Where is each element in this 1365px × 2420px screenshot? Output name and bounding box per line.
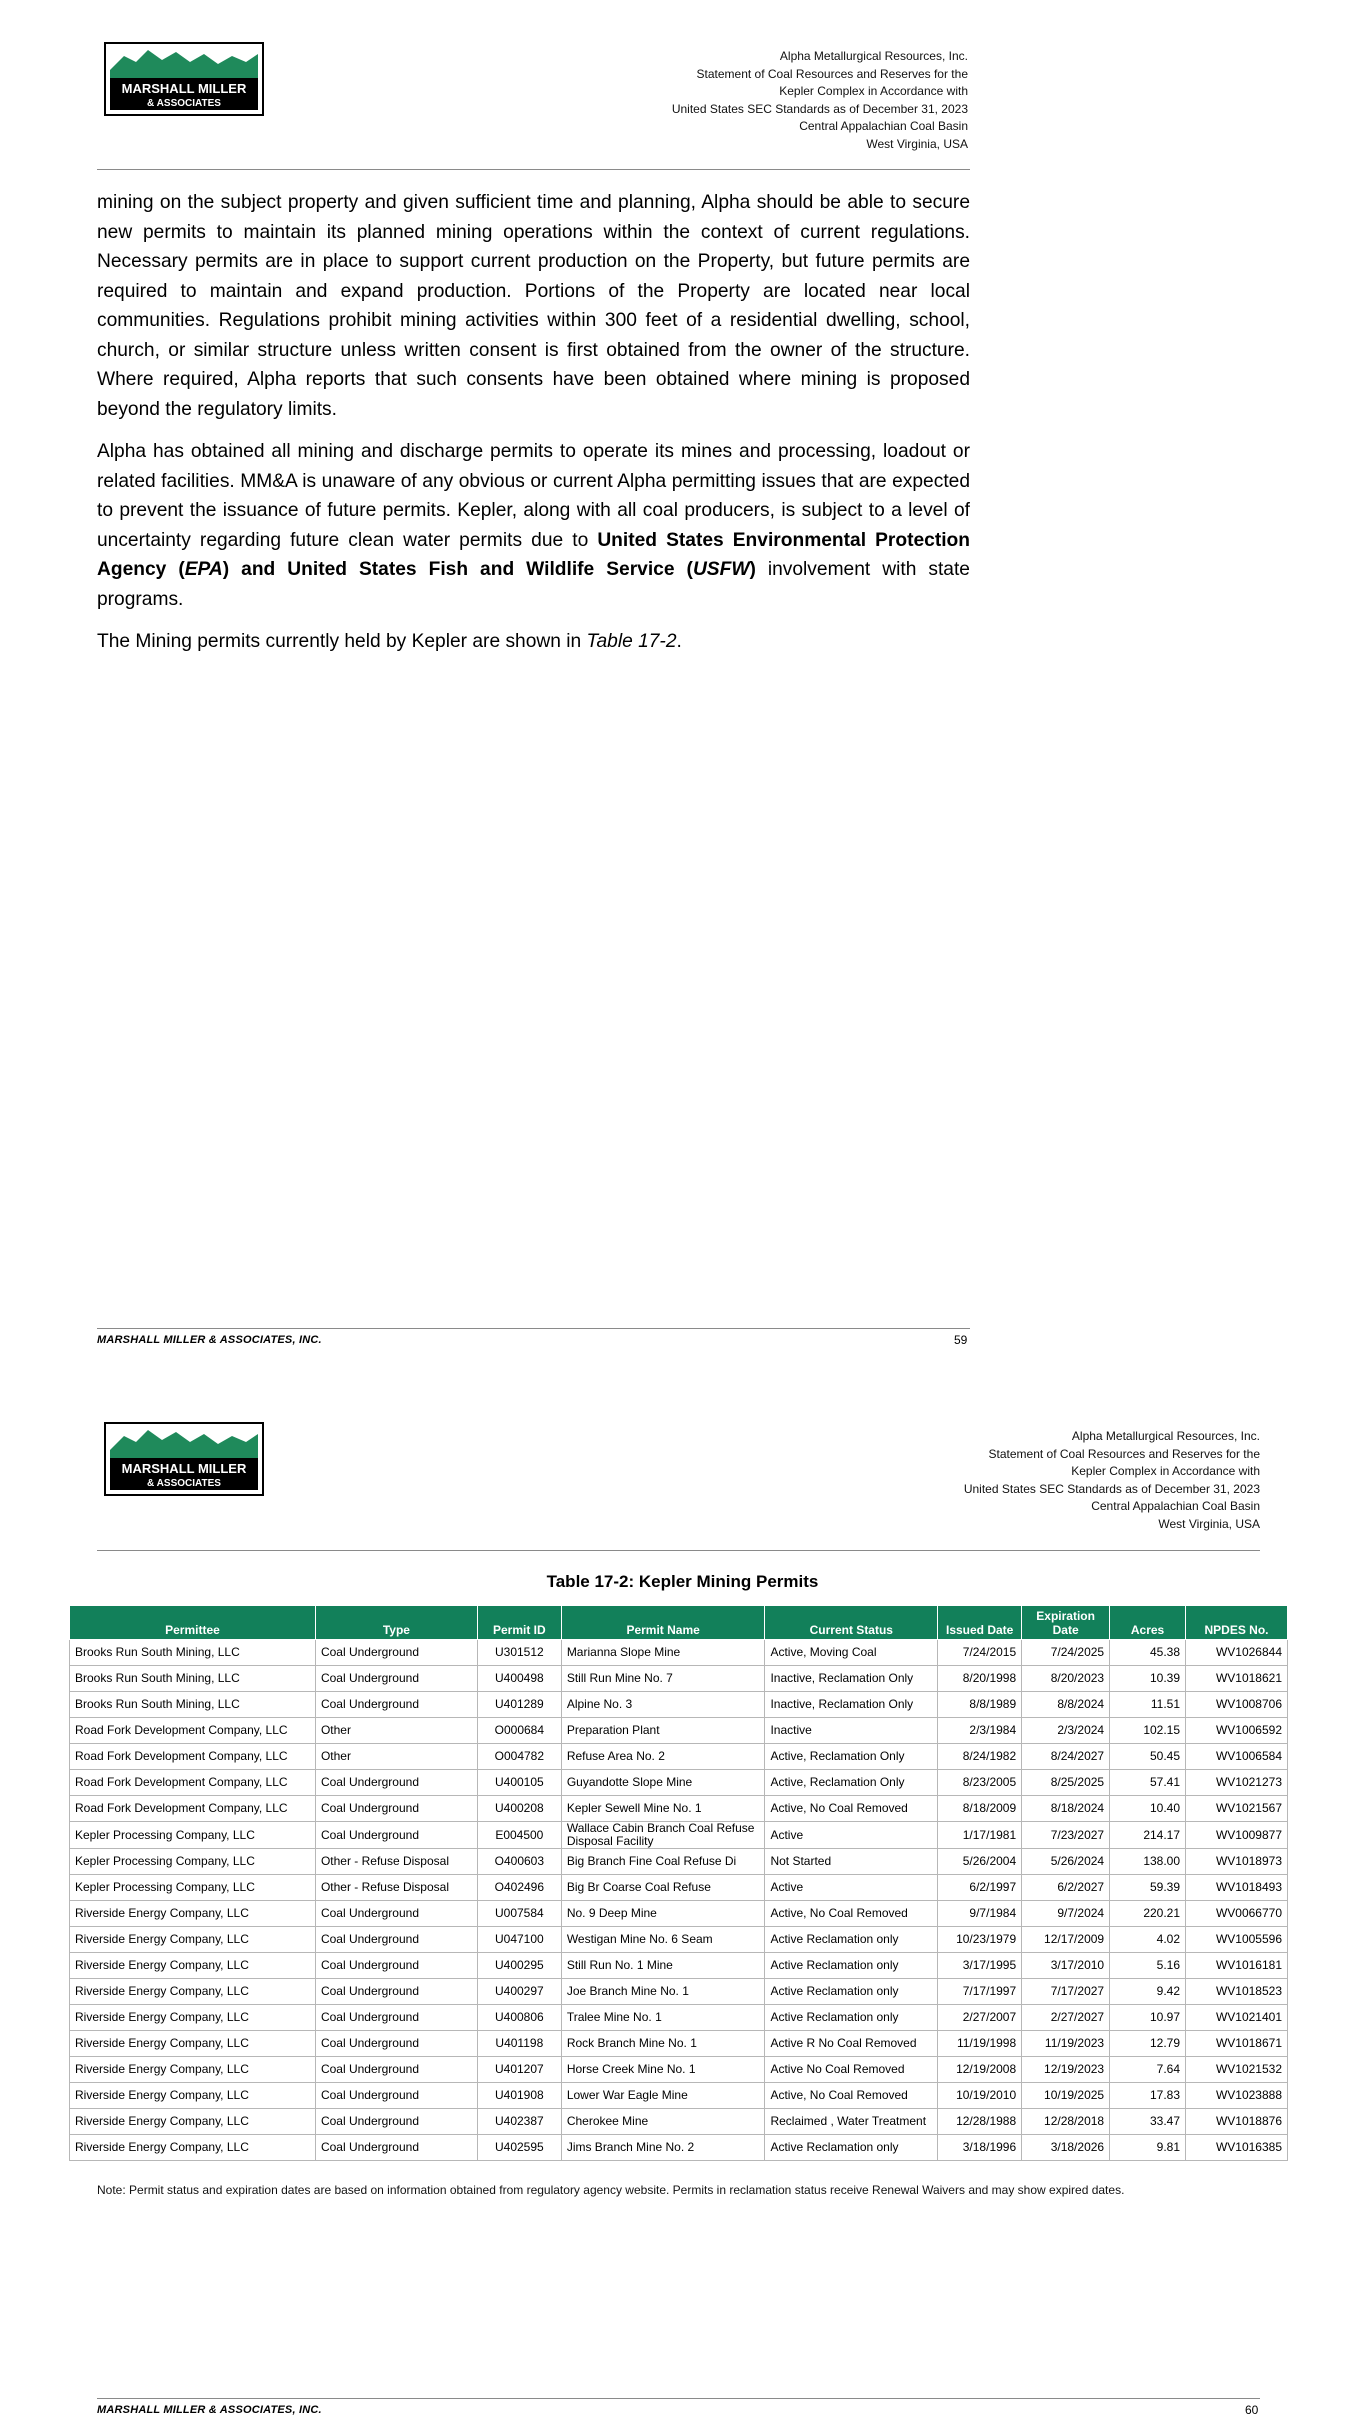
footer-divider: [97, 2398, 1260, 2399]
issued-date-cell: 7/17/1997: [938, 1979, 1022, 2005]
expiration-date-cell: 8/25/2025: [1022, 1770, 1110, 1796]
header-company: Alpha Metallurgical Resources, Inc.: [1071, 1429, 1260, 1443]
permittee-cell: Brooks Run South Mining, LLC: [70, 1692, 316, 1718]
issued-date-cell: 1/17/1981: [938, 1822, 1022, 1849]
permit-name-cell: Guyandotte Slope Mine: [561, 1770, 765, 1796]
status-cell: Active Reclamation only: [765, 1953, 938, 1979]
acres-cell: 10.97: [1110, 2005, 1186, 2031]
npdes-cell: WV1008706: [1186, 1692, 1288, 1718]
status-cell: Active: [765, 1875, 938, 1901]
npdes-cell: WV1018973: [1186, 1849, 1288, 1875]
npdes-cell: WV1016385: [1186, 2135, 1288, 2161]
status-cell: Active, Moving Coal: [765, 1640, 938, 1666]
permit-name-cell: Still Run No. 1 Mine: [561, 1953, 765, 1979]
acres-cell: 220.21: [1110, 1901, 1186, 1927]
permit-id-cell: U401198: [477, 2031, 561, 2057]
table-row: [70, 1901, 1288, 1927]
status-cell: Inactive, Reclamation Only: [765, 1666, 938, 1692]
header-line-2: Statement of Coal Resources and Reserves for the: [988, 1446, 1260, 1461]
permit-id-cell: U400806: [477, 2005, 561, 2031]
header-line-3: Kepler Complex in Accordance with: [1071, 1464, 1260, 1478]
table-row: [70, 1822, 1288, 1849]
logo-text-top: MARSHALL MILLER: [121, 1461, 247, 1476]
table-row: [70, 1953, 1288, 1979]
permittee-cell: Riverside Energy Company, LLC: [70, 1979, 316, 2005]
expiration-date-cell: 7/23/2027: [1022, 1822, 1110, 1849]
acres-cell: 9.81: [1110, 2135, 1186, 2161]
type-cell: Coal Underground: [315, 1770, 477, 1796]
npdes-cell: WV1016181: [1186, 1953, 1288, 1979]
logo-text-bottom: & ASSOCIATES: [147, 1478, 221, 1489]
expiration-date-cell: 12/19/2023: [1022, 2057, 1110, 2083]
acres-cell: 33.47: [1110, 2109, 1186, 2135]
table-title: Table 17-2: Kepler Mining Permits: [546, 1572, 819, 1591]
permit-id-cell: U400295: [477, 1953, 561, 1979]
status-cell: Active, Reclamation Only: [765, 1744, 938, 1770]
footer-company: MARSHALL MILLER & ASSOCIATES, INC.: [97, 2404, 322, 2416]
acres-cell: 17.83: [1110, 2083, 1186, 2109]
permit-id-cell: U401908: [477, 2083, 561, 2109]
type-cell: Coal Underground: [315, 2031, 477, 2057]
expiration-date-cell: 2/3/2024: [1022, 1718, 1110, 1744]
permit-name-cell: Marianna Slope Mine: [561, 1640, 765, 1666]
permit-name-cell: Joe Branch Mine No. 1: [561, 1979, 765, 2005]
status-cell: Not Started: [765, 1849, 938, 1875]
expiration-date-cell: 8/18/2024: [1022, 1796, 1110, 1822]
permittee-cell: Brooks Run South Mining, LLC: [70, 1666, 316, 1692]
type-cell: Other - Refuse Disposal: [315, 1875, 477, 1901]
acres-cell: 50.45: [1110, 1744, 1186, 1770]
type-cell: Coal Underground: [315, 1640, 477, 1666]
permit-name-cell: Kepler Sewell Mine No. 1: [561, 1796, 765, 1822]
table-row: [70, 1927, 1288, 1953]
permittee-cell: Riverside Energy Company, LLC: [70, 2031, 316, 2057]
permittee-cell: Kepler Processing Company, LLC: [70, 1875, 316, 1901]
status-cell: Active No Coal Removed: [765, 2057, 938, 2083]
header-line-5: Central Appalachian Coal Basin: [1091, 1499, 1260, 1513]
table-row: [70, 2135, 1288, 2161]
table-row: [70, 1718, 1288, 1744]
status-cell: Active Reclamation only: [765, 2005, 938, 2031]
expiration-date-cell: 7/24/2025: [1022, 1640, 1110, 1666]
issued-date-cell: 10/23/1979: [938, 1927, 1022, 1953]
permit-id-cell: U400208: [477, 1796, 561, 1822]
permit-name-cell: Tralee Mine No. 1: [561, 2005, 765, 2031]
permittee-cell: Riverside Energy Company, LLC: [70, 2135, 316, 2161]
permit-name-cell: Alpine No. 3: [561, 1692, 765, 1718]
npdes-cell: WV1021401: [1186, 2005, 1288, 2031]
permit-id-cell: U402595: [477, 2135, 561, 2161]
col-npdes-no: NPDES No.: [1186, 1606, 1288, 1640]
acres-cell: 138.00: [1110, 1849, 1186, 1875]
expiration-date-cell: 10/19/2025: [1022, 2083, 1110, 2109]
table-row: [70, 1849, 1288, 1875]
table-row: [70, 2057, 1288, 2083]
paragraph-1: mining on the subject property and given sufficient time and planning, Alpha should be able to secure new permits to maintain its planned mining operations within the context of current regulations. Necessary permits are in place to support current production on the Property, but future permits are required to maintain and expand production. Portions of the Property are located near local communities. Regulations prohibit mining activities within 300 feet of a residential dwelling, school, church, or similar structure unless written consent is first obtained from the owner of the structure. Where required, Alpha reports that such consents have been obtained where mining is proposed beyond the regulatory limits.: [97, 192, 970, 420]
permittee-cell: Riverside Energy Company, LLC: [70, 2057, 316, 2083]
document-header: [964, 1428, 1260, 1533]
permit-name-cell: Big Branch Fine Coal Refuse Di: [561, 1849, 765, 1875]
logo-text-bottom: & ASSOCIATES: [147, 98, 221, 109]
header-line-2: Statement of Coal Resources and Reserves for the: [696, 66, 968, 81]
permit-name-cell: Still Run Mine No. 7: [561, 1666, 765, 1692]
acres-cell: 45.38: [1110, 1640, 1186, 1666]
col-current-status: Current Status: [765, 1606, 938, 1640]
permit-name-cell: Lower War Eagle Mine: [561, 2083, 765, 2109]
permit-name-cell: Horse Creek Mine No. 1: [561, 2057, 765, 2083]
type-cell: Coal Underground: [315, 2135, 477, 2161]
acres-cell: 9.42: [1110, 1979, 1186, 2005]
status-cell: Active Reclamation only: [765, 1927, 938, 1953]
issued-date-cell: 8/24/1982: [938, 1744, 1022, 1770]
expiration-date-cell: 8/24/2027: [1022, 1744, 1110, 1770]
permit-id-cell: U401207: [477, 2057, 561, 2083]
npdes-cell: WV1006592: [1186, 1718, 1288, 1744]
col-permittee: Permittee: [70, 1606, 316, 1640]
expiration-date-cell: 2/27/2027: [1022, 2005, 1110, 2031]
permit-id-cell: U401289: [477, 1692, 561, 1718]
header-line-5: Central Appalachian Coal Basin: [799, 119, 968, 133]
permit-name-cell: Wallace Cabin Branch Coal Refuse Disposal Facility: [561, 1822, 765, 1849]
permittee-cell: Road Fork Development Company, LLC: [70, 1744, 316, 1770]
issued-date-cell: 2/27/2007: [938, 2005, 1022, 2031]
permit-id-cell: U007584: [477, 1901, 561, 1927]
status-cell: Active, Reclamation Only: [765, 1770, 938, 1796]
type-cell: Coal Underground: [315, 1796, 477, 1822]
permittee-cell: Riverside Energy Company, LLC: [70, 2005, 316, 2031]
npdes-cell: WV1018876: [1186, 2109, 1288, 2135]
permittee-cell: Riverside Energy Company, LLC: [70, 2109, 316, 2135]
issued-date-cell: 5/26/2004: [938, 1849, 1022, 1875]
permit-id-cell: U047100: [477, 1927, 561, 1953]
footer-divider: [97, 1328, 970, 1329]
acres-cell: 11.51: [1110, 1692, 1186, 1718]
issued-date-cell: 8/8/1989: [938, 1692, 1022, 1718]
status-cell: Reclaimed , Water Treatment: [765, 2109, 938, 2135]
table-row: [70, 2109, 1288, 2135]
permit-id-cell: U402387: [477, 2109, 561, 2135]
status-cell: Active R No Coal Removed: [765, 2031, 938, 2057]
npdes-cell: WV1021273: [1186, 1770, 1288, 1796]
permit-name-cell: No. 9 Deep Mine: [561, 1901, 765, 1927]
type-cell: Coal Underground: [315, 1953, 477, 1979]
col-permit-id: Permit ID: [477, 1606, 561, 1640]
npdes-cell: WV1023888: [1186, 2083, 1288, 2109]
issued-date-cell: 7/24/2015: [938, 1640, 1022, 1666]
col-type: Type: [315, 1606, 477, 1640]
status-cell: Active, No Coal Removed: [765, 1796, 938, 1822]
expiration-date-cell: 11/19/2023: [1022, 2031, 1110, 2057]
expiration-date-cell: 7/17/2027: [1022, 1979, 1110, 2005]
permit-id-cell: U400498: [477, 1666, 561, 1692]
table-row: [70, 1979, 1288, 2005]
acres-cell: 5.16: [1110, 1953, 1186, 1979]
col-issued-date: Issued Date: [938, 1606, 1022, 1640]
issued-date-cell: 9/7/1984: [938, 1901, 1022, 1927]
status-cell: Active, No Coal Removed: [765, 2083, 938, 2109]
header-line-6: West Virginia, USA: [1158, 1516, 1260, 1531]
table-note: Note: Permit status and expiration dates are based on information obtained from regulatory agency website. Permits in reclamation status receive Renewal Waivers and may show expired dates.: [97, 2183, 1125, 2197]
permit-id-cell: U301512: [477, 1640, 561, 1666]
type-cell: Other - Refuse Disposal: [315, 1849, 477, 1875]
type-cell: Coal Underground: [315, 1666, 477, 1692]
permittee-cell: Riverside Energy Company, LLC: [70, 1927, 316, 1953]
type-cell: Coal Underground: [315, 1927, 477, 1953]
permit-name-cell: Big Br Coarse Coal Refuse: [561, 1875, 765, 1901]
status-cell: Active: [765, 1822, 938, 1849]
expiration-date-cell: 8/20/2023: [1022, 1666, 1110, 1692]
document-header: [672, 48, 968, 153]
permittee-cell: Kepler Processing Company, LLC: [70, 1849, 316, 1875]
issued-date-cell: 12/19/2008: [938, 2057, 1022, 2083]
type-cell: Coal Underground: [315, 2109, 477, 2135]
acres-cell: 57.41: [1110, 1770, 1186, 1796]
body-text: [97, 188, 970, 670]
table-row: [70, 2005, 1288, 2031]
expiration-date-cell: 3/17/2010: [1022, 1953, 1110, 1979]
acres-cell: 4.02: [1110, 1927, 1186, 1953]
npdes-cell: WV1018671: [1186, 2031, 1288, 2057]
header-company: Alpha Metallurgical Resources, Inc.: [779, 49, 968, 63]
npdes-cell: WV1005596: [1186, 1927, 1288, 1953]
permit-id-cell: O000684: [477, 1718, 561, 1744]
acres-cell: 214.17: [1110, 1822, 1186, 1849]
permittee-cell: Brooks Run South Mining, LLC: [70, 1640, 316, 1666]
table-header-row: [70, 1606, 1288, 1640]
issued-date-cell: 11/19/1998: [938, 2031, 1022, 2057]
issued-date-cell: 2/3/1984: [938, 1718, 1022, 1744]
npdes-cell: WV1018621: [1186, 1666, 1288, 1692]
col-expiration-date: Expiration Date: [1022, 1606, 1110, 1640]
permittee-cell: Riverside Energy Company, LLC: [70, 1953, 316, 1979]
npdes-cell: WV1021567: [1186, 1796, 1288, 1822]
col-permit-name: Permit Name: [561, 1606, 765, 1640]
header-divider: [97, 169, 970, 170]
expiration-date-cell: 8/8/2024: [1022, 1692, 1110, 1718]
npdes-cell: WV1009877: [1186, 1822, 1288, 1849]
status-cell: Active Reclamation only: [765, 1979, 938, 2005]
status-cell: Active, No Coal Removed: [765, 1901, 938, 1927]
expiration-date-cell: 12/17/2009: [1022, 1927, 1110, 1953]
permit-name-cell: Westigan Mine No. 6 Seam: [561, 1927, 765, 1953]
marshall-miller-logo: [104, 42, 264, 116]
table-row: [70, 2083, 1288, 2109]
table-row: [70, 1640, 1288, 1666]
table-row: [70, 1796, 1288, 1822]
page-number: 59: [954, 1333, 968, 1347]
type-cell: Coal Underground: [315, 1692, 477, 1718]
page-60: [0, 1372, 1365, 2420]
header-line-3: Kepler Complex in Accordance with: [779, 84, 968, 98]
permittee-cell: Road Fork Development Company, LLC: [70, 1770, 316, 1796]
type-cell: Coal Underground: [315, 2057, 477, 2083]
acres-cell: 10.40: [1110, 1796, 1186, 1822]
permittee-cell: Road Fork Development Company, LLC: [70, 1718, 316, 1744]
type-cell: Coal Underground: [315, 1979, 477, 2005]
status-cell: Active Reclamation only: [765, 2135, 938, 2161]
issued-date-cell: 3/17/1995: [938, 1953, 1022, 1979]
npdes-cell: WV0066770: [1186, 1901, 1288, 1927]
type-cell: Other: [315, 1744, 477, 1770]
issued-date-cell: 8/20/1998: [938, 1666, 1022, 1692]
permit-name-cell: Jims Branch Mine No. 2: [561, 2135, 765, 2161]
expiration-date-cell: 12/28/2018: [1022, 2109, 1110, 2135]
type-cell: Coal Underground: [315, 2083, 477, 2109]
header-divider: [97, 1550, 1260, 1551]
table-row: [70, 2031, 1288, 2057]
issued-date-cell: 10/19/2010: [938, 2083, 1022, 2109]
header-line-4: United States SEC Standards as of December 31, 2023: [671, 101, 968, 116]
expiration-date-cell: 6/2/2027: [1022, 1875, 1110, 1901]
permit-name-cell: Rock Branch Mine No. 1: [561, 2031, 765, 2057]
status-cell: Inactive, Reclamation Only: [765, 1692, 938, 1718]
acres-cell: 12.79: [1110, 2031, 1186, 2057]
permit-name-cell: Cherokee Mine: [561, 2109, 765, 2135]
paragraph-3: The Mining permits currently held by Kepler are shown in Table 17-2.: [97, 631, 682, 652]
acres-cell: 102.15: [1110, 1718, 1186, 1744]
permit-id-cell: O400603: [477, 1849, 561, 1875]
permittee-cell: Riverside Energy Company, LLC: [70, 1901, 316, 1927]
marshall-miller-logo: [104, 1422, 264, 1496]
paragraph-2: Alpha has obtained all mining and discharge permits to operate its mines and processing, loadout or related facilities. MM&A is unaware of any obvious or current Alpha permitting issues that are expected to prevent the issuance of future permits. Kepler, along with all coal producers, is subject to a level of uncertainty regarding future clean water permits due to United States Environmental Protection Agency (EPA) and United States Fish and Wildlife Service (USFW) involvement with state programs.: [97, 441, 970, 610]
header-line-6: West Virginia, USA: [866, 136, 968, 151]
permittee-cell: Road Fork Development Company, LLC: [70, 1796, 316, 1822]
permit-id-cell: O004782: [477, 1744, 561, 1770]
permit-id-cell: O402496: [477, 1875, 561, 1901]
agency-names: United States Environmental Protection Agency (EPA) and United States Fish and Wildlife Service (USFW): [97, 529, 970, 580]
logo-text-top: MARSHALL MILLER: [121, 81, 247, 96]
footer-company: MARSHALL MILLER & ASSOCIATES, INC.: [97, 1334, 322, 1346]
permit-id-cell: U400297: [477, 1979, 561, 2005]
permittee-cell: Riverside Energy Company, LLC: [70, 2083, 316, 2109]
acres-cell: 10.39: [1110, 1666, 1186, 1692]
acres-cell: 7.64: [1110, 2057, 1186, 2083]
col-acres: Acres: [1110, 1606, 1186, 1640]
type-cell: Coal Underground: [315, 1822, 477, 1849]
type-cell: Coal Underground: [315, 1901, 477, 1927]
table-reference[interactable]: Table 17-2: [586, 631, 677, 652]
issued-date-cell: 6/2/1997: [938, 1875, 1022, 1901]
issued-date-cell: 12/28/1988: [938, 2109, 1022, 2135]
page-number: 60: [1245, 2403, 1259, 2417]
issued-date-cell: 3/18/1996: [938, 2135, 1022, 2161]
npdes-cell: WV1026844: [1186, 1640, 1288, 1666]
permittee-cell: Kepler Processing Company, LLC: [70, 1822, 316, 1849]
permit-id-cell: U400105: [477, 1770, 561, 1796]
table-row: [70, 1692, 1288, 1718]
issued-date-cell: 8/23/2005: [938, 1770, 1022, 1796]
table-row: [70, 1770, 1288, 1796]
npdes-cell: WV1021532: [1186, 2057, 1288, 2083]
type-cell: Other: [315, 1718, 477, 1744]
permits-table-body: [70, 1640, 1288, 2161]
acres-cell: 59.39: [1110, 1875, 1186, 1901]
npdes-cell: WV1018493: [1186, 1875, 1288, 1901]
permit-name-cell: Preparation Plant: [561, 1718, 765, 1744]
table-row: [70, 1744, 1288, 1770]
issued-date-cell: 8/18/2009: [938, 1796, 1022, 1822]
expiration-date-cell: 9/7/2024: [1022, 1901, 1110, 1927]
table-row: [70, 1875, 1288, 1901]
npdes-cell: WV1006584: [1186, 1744, 1288, 1770]
table-row: [70, 1666, 1288, 1692]
npdes-cell: WV1018523: [1186, 1979, 1288, 2005]
expiration-date-cell: 3/18/2026: [1022, 2135, 1110, 2161]
permits-table: [69, 1605, 1288, 2161]
permit-name-cell: Refuse Area No. 2: [561, 1744, 765, 1770]
permit-id-cell: E004500: [477, 1822, 561, 1849]
status-cell: Inactive: [765, 1718, 938, 1744]
header-line-4: United States SEC Standards as of December 31, 2023: [963, 1481, 1260, 1496]
type-cell: Coal Underground: [315, 2005, 477, 2031]
expiration-date-cell: 5/26/2024: [1022, 1849, 1110, 1875]
